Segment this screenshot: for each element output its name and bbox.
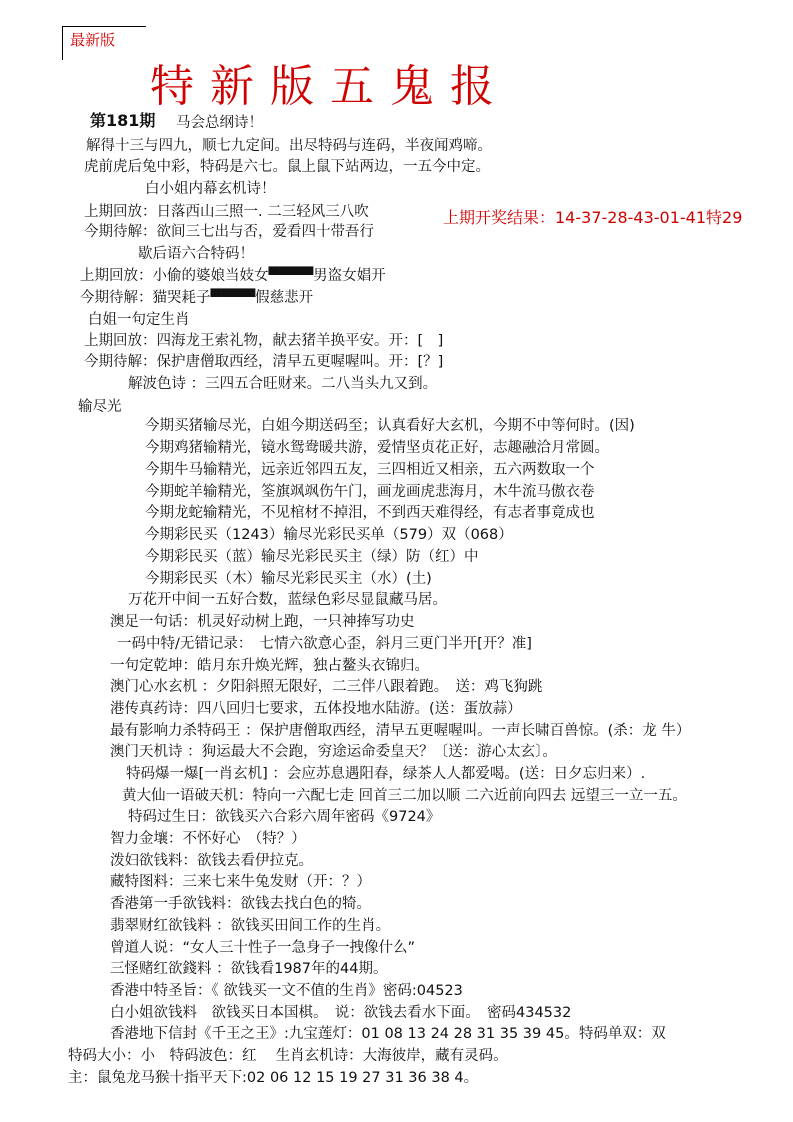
text-line: 曾道人说：“女人三十性子一急身子一拽像什么” [110, 940, 416, 956]
text-line: 最有影响力杀特码王 ：保护唐僧取西经，清早五更喔喔叫。一声长啸百兽惊。(杀：龙 牛） [110, 723, 691, 739]
text-line: 马会总纲诗！ [176, 115, 263, 131]
text-line: 港传真药诗：四八回归七要求，五体投地水陆游。(送：蛋放蒜） [110, 701, 522, 717]
text-line: 白姐一句定生肖 [88, 312, 190, 328]
text-line: 翡翠财红欲钱料 ：欲钱买田间工作的生肖。 [110, 918, 391, 934]
text-line: 澳足一句话：机灵好动树上跑，一只神捧写功史 [110, 614, 415, 630]
text-line: 解得十三与四九，顺七九定间。出尽特码与连码，半夜闻鸡啼。 [86, 138, 492, 154]
edition-label: 最新版 [70, 31, 116, 49]
text-line: 黄大仙一语破天机：特向一六配七走 回首三二加以顺 二六近前向四去 远望三一立一五。 [122, 788, 687, 804]
text-line: 特码大小：小 特码波色：红 生肖玄机诗：大海彼岸，藏有灵码。 [68, 1048, 508, 1064]
text-line: 解波色诗 ：三四五合旺财来。二八当头九又到。 [128, 376, 438, 392]
text-line: 澳门天机诗 ：狗运最大不会跑，穷途运命委皇天？〔送：游心太玄〕。 [110, 744, 557, 760]
last-draw-result: 上期开奖结果：14-37-28-43-01-41特29 [443, 208, 743, 227]
text-line: 藏特图料：三来七来牛兔发财（开：？） [110, 874, 371, 890]
text-line: 上期回放：四海龙王索礼物，献去猪羊换平安。开：[ ] [84, 333, 444, 349]
text-line: 白小姐内幕玄机诗！ [145, 181, 276, 197]
text-line: 特码爆一爆[一肖玄机] ：会应苏息遇阳春，绿茶人人都爱喝。(送：日夕忘归来）. [126, 766, 646, 782]
text-line: 一句定乾坤：皓月东升焕光辉，独占鳌头衣锦归。 [110, 658, 429, 674]
text-line: 今期彩民买（木）输尽光彩民买主（水）(土) [145, 571, 432, 587]
text-line: 今期牛马输精光，远亲近邻四五友，三四相近又相亲，五六两数取一个 [145, 462, 595, 478]
text-line: 今期待解：猫哭耗子▀▀▀▀假慈悲开 [80, 290, 314, 306]
text-line: 今期龙蛇输精光，不见棺材不掉泪，不到西天难得经，有志者事竟成也 [145, 505, 595, 521]
text-line: 智力金壤：不怀好心 （特？） [110, 831, 306, 847]
text-line: 白小姐欲钱料 欲钱买日本国棋。 说：欲钱去看水下面。 密码434532 [110, 1005, 572, 1021]
text-line: 今期待解：保护唐僧取西经，清早五更喔喔叫。开：[？] [84, 354, 444, 370]
text-line: 香港中特圣旨：《 欲钱买一文不值的生肖》密码:04523 [110, 983, 463, 999]
text-line: 歇后语六合特码！ [138, 246, 254, 262]
text-line: 上期回放：日落西山三照一. 二三轻风三八吹 [84, 204, 369, 220]
text-line: 今期彩民买（蓝）输尽光彩民买主（绿）防（红）中 [145, 549, 479, 565]
text-line: 上期回放：小偷的婆娘当妓女▀▀▀▀男盗女娼开 [80, 268, 386, 284]
section-title: 输尽光 [78, 399, 122, 415]
text-line: 今期买猪输尽光，白姐今期送码至；认真看好大玄机，今期不中等何时。(因) [145, 418, 635, 434]
text-line: 主：鼠兔龙马猴十指平天下:02 06 12 15 19 27 31 36 38 4。 [68, 1070, 479, 1086]
text-line: 今期鸡猪输精光，镜水鸳鸯暖共游，爱情坚贞花正好，志趣融洽月常圆。 [145, 440, 609, 456]
text-line: 特码过生日：欲钱买六合彩六周年密码《9724》 [128, 809, 441, 825]
text-line: 澳门心水玄机 ：夕阳斜照无限好，二三伴八跟着跑。 送：鸡飞狗跳 [110, 679, 543, 695]
text-line: 三怪赌红欲錢料 ：欲钱看1987年的44期。 [110, 961, 388, 977]
text-line: 虎前虎后兔中彩，特码是六七。鼠上鼠下站两边，一五今中定。 [84, 159, 490, 175]
text-line: 香港第一手欲钱料：欲钱去找白色的犄。 [110, 896, 371, 912]
text-line: 万花开中间一五好合数，蓝绿色彩尽显鼠藏马居。 [128, 592, 447, 608]
text-line: 今期蛇羊输精光，筌旗飒飒伤午门，画龙画虎悲海月，木牛流马傲衣卷 [145, 484, 595, 500]
text-line: 今期待解：欲间三七出与否，爱看四十带吾行 [84, 224, 374, 240]
text-line: 一码中特/无错记录： 七情六欲意心歪，斜月三更门半开[开？准] [117, 636, 532, 652]
page-title: 特新版五鬼报 [150, 61, 510, 112]
text-line: 泼妇欲钱料：欲钱去看伊拉克。 [110, 853, 313, 869]
issue-number: 第181期 [90, 111, 156, 130]
text-line: 香港地下信封《千王之王》:九宝莲灯：01 08 13 24 28 31 35 39 45。特码单双：双 [110, 1026, 666, 1042]
text-line: 今期彩民买（1243）输尽光彩民买单（579）双（068） [145, 527, 513, 543]
